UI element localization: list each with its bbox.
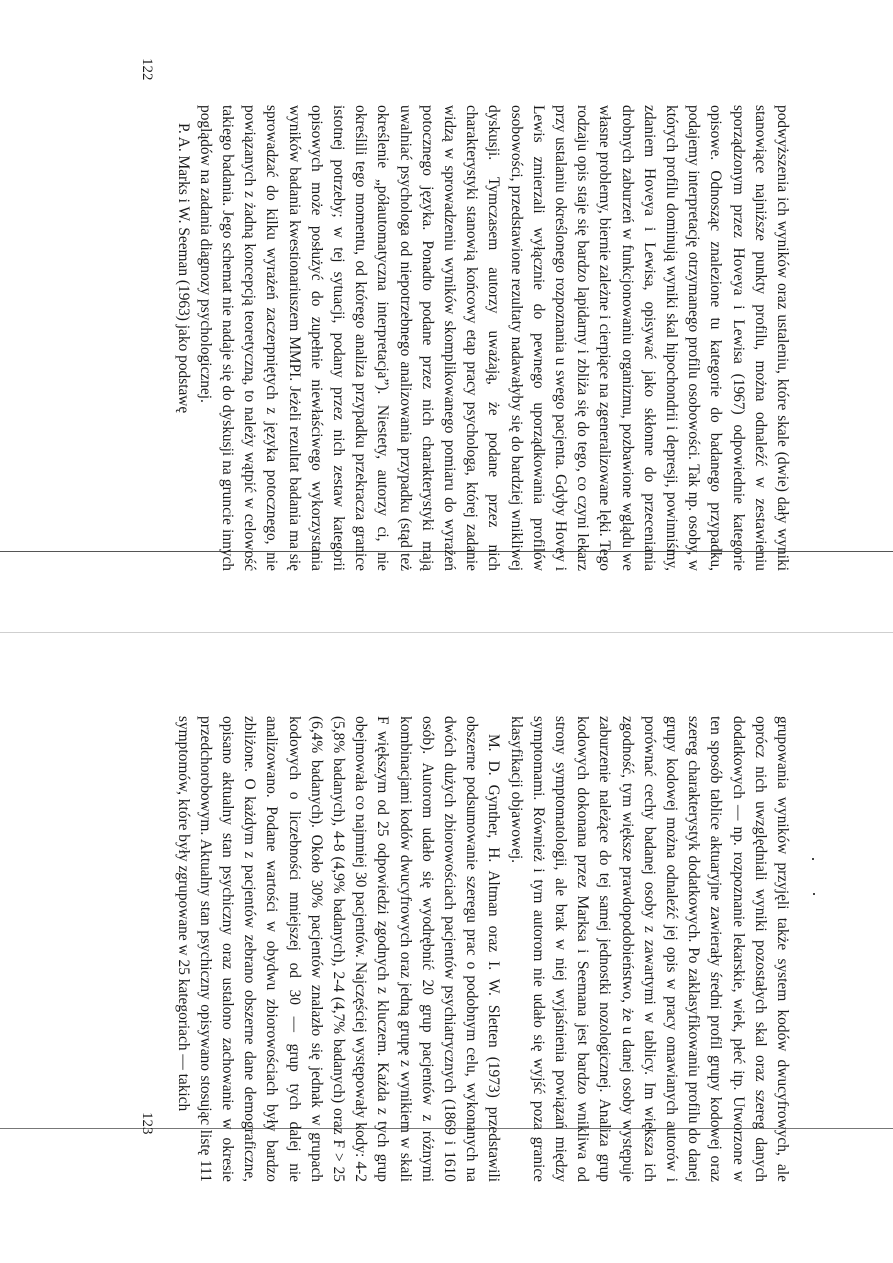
right-page [0, 632, 893, 1263]
right-page-text [171, 716, 793, 1182]
page-number: 122 [139, 58, 155, 81]
paragraph: podwyższenia ich wyników oraz ustaleniu, które skale (dwie) dały wyniki stanowiące najniższe punkty profilu, można odnaleźć w zestawieniu sporządzonym przez Hoveya i Lewisa (1967) odpowiednie kategorie opisowe. Odnosząc znalezione tu kategorie do badanego przypadku, podajemy interpretację otrzymanego profilu osobowości. Tak np. osoby, w których profilu dominują wyniki skal hipochondrii i depresji, powinniśmy, zdaniem Hoveya i Lewisa, opisywać jako skłonne do przeceniania drobnych zaburzeń w funkcjonowaniu organizmu, pozbawione wglądu we własne problemy, biernie zależne i cierpiące na zgeneralizowane lęki. Tego rodzaju opis staje się bardzo lapidarny i zbliża się do tego, co czyni lekarz przy ustalaniu określonego rozpoznania u swego pacjenta. Gdyby Hovey i Lewis zmierzali wyłącznie do pewnego uporządkowania profilów osobowości, przedstawione rezultaty nadawałyby się do bardziej wnikliwej dyskusji. Tymczasem autorzy uważają, że podane przez nich charakterystyki stanowią końcowy etap pracy psychologa, której zadanie widzą w sprowadzeniu wyników skomplikowanego pomiaru do wyrażeń potocznego języka. Ponadto podane przez nich charakterystyki mają uwalniać psychologa od niepotrzebnego analizowania przypadku (stąd też określenie „półautomatyczna interpretacja”). Niestety, autorzy ci, nie określili tego momentu, od którego analiza przypadku przekracza granice istotnej potrzeby; w tej sytuacji, podany przez nich zestaw kategorii opisowych może posłużyć do zupełnie niewłaściwego wykorzystania wyników badania kwestionariuszem MMPI. Jeżeli rezultat badania ma się sprowadzać do kilku wyrażeń zaczerpniętych z języka potocznego, nie powiązanych z żadną koncepcją teoretyczną, to należy wątpić w celowość takiego badania. Jego schemat nie nadaje się do dyskusji na gruncie innych poglądów na zadania diagnozy psychologicznej. [196, 105, 791, 571]
paragraph: grupowania wyników przyjęli także system kodów dwucyfrowych, ale oprócz nich uwzględniali wyniki pozostałych skal oraz szereg danych dodatkowych — np. rozpoznanie lekarskie, wiek, płeć itp. Utworzone w ten sposób tablice aktuaryjne zawierały średni profil grupy kodowej oraz szereg charakterystyk dodatkowych. Po zaklasyfikowaniu profilu do danej grupy kodowej można odnaleźć jej opis w pracy omawianych autorów i porównać cechy badanej osoby z zawartymi w tablicy. Im większa ich zgodność, tym większe prawdopodobieństwo, że u danej osoby występuje zaburzenie należące do tej samej jednostki nozologicznej. Analiza grup kodowych dokonana przez Marksa i Seemana jest bardzo wnikliwa od strony symptomatologii, ale brak w niej wyjaśnienia powiązań między symptomami. Również i tym autorom nie udało się wyjść poza granice klasyfikacji objawowej. [507, 716, 791, 1182]
left-page-text [171, 105, 793, 571]
paragraph: M. D. Gynther, H. Altman oraz I. W. Sletten (1973) przedstawili obszerne podsumowanie szeregu prac o podobnym celu, wykonanych na dwóch dużych zbiorowościach pacjentów psychiatrycznych (1869 i 1610 osób). Autorom udało się wyodrębnić 20 grup pacjentów z różnymi kombinacjami kodów dwucyfrowych oraz jedną grupę z wynikiem w skali F większym od 25 odpowiedzi zgodnych z kluczem. Każda z tych grup obejmowała co najmniej 30 pacjentów. Najczęściej występowały kody: 4-2 (5,8% badanych), 4-8 (4,9% badanych), 2-4 (4,7% badanych) oraz F > 25 (6,4% badanych). Około 30% pacjentów znalazło się jednak w grupach kodowych o liczebności mniejszej od 30 — grup tych dalej nie analizowano. Podane wartości w obydwu zbiorowościach były bardzo zbliżone. O każdym z pacjentów zebrano obszerne dane demograficzne, opisano aktualny stan psychiczny oraz ustalono zachowanie w okresie przedchorobowym. Aktualny stan psychiczny opisywano stosując listę 111 symptomów, które były zgrupowane w 25 kategoriach — takich [174, 716, 503, 1182]
page-number: 123 [139, 1112, 155, 1135]
paragraph: P. A. Marks i W. Seeman (1963) jako podstawę [174, 123, 192, 414]
left-page [0, 0, 893, 631]
